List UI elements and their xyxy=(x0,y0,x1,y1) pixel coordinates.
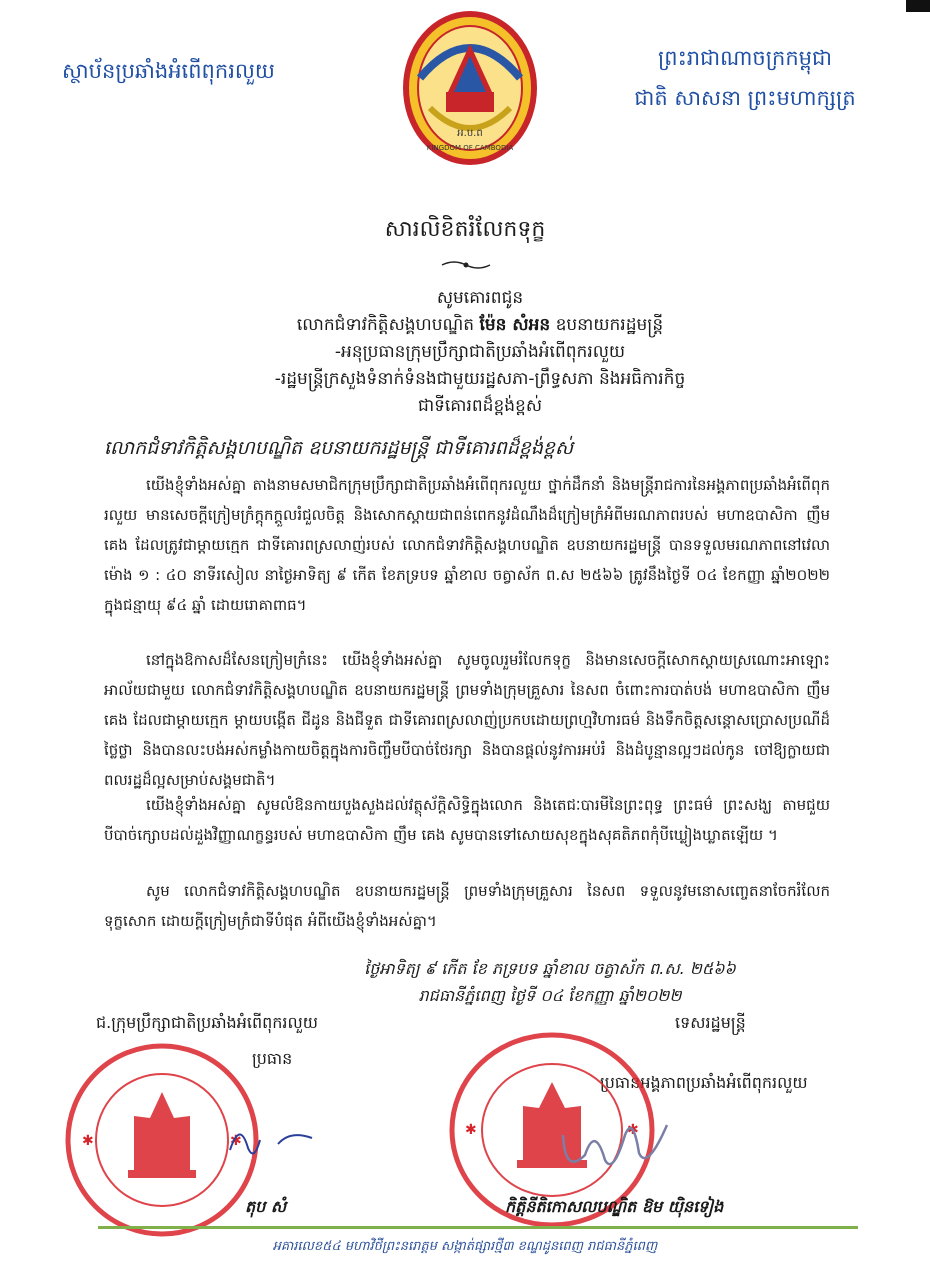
right-signatory-title: ទេសរដ្ឋមន្ត្រី xyxy=(675,1013,746,1032)
left-signatory-org: ជ.ក្រុមប្រឹក្សាជាតិប្រឆាំងអំពើពុករលួយ xyxy=(96,1013,318,1032)
svg-text:✱: ✱ xyxy=(230,1133,242,1149)
svg-text:✱: ✱ xyxy=(627,1122,639,1138)
left-handwritten-signature xyxy=(220,1110,320,1170)
addressee-name: ម៉ែន សំអន xyxy=(479,315,551,335)
addressee-line-4: -រដ្ឋមន្ត្រីក្រសួងទំនាក់ទំនងជាមួយរដ្ឋសភា-ព្រឹទ្ធសភា និងអធិការកិច្ច xyxy=(274,369,686,389)
addressee-block xyxy=(100,285,860,420)
addressee-line-1: សូមគោរពជូន xyxy=(436,288,524,308)
body-paragraph-1 xyxy=(104,470,830,620)
body-paragraph-3 xyxy=(104,790,830,850)
right-handwritten-signature xyxy=(555,1105,675,1180)
paragraph-2-text: នៅក្នុងឱកាសដ៏សែនក្រៀមក្រំនេះ យើងខ្ញុំទាំងអស់គ្នា សូមចូលរួមរំលែកទុក្ខ និងមានសេចក្តីសោកស្តាយស្រណោះអាឡោះអាល័យជាមួយ លោកជំទាវកិត្តិសង្គហបណ្ឌិត ឧបនាយករដ្ឋមន្ត្រី ព្រមទាំងក្រុមគ្រួសារ នៃសព ចំពោះការបាត់បង់ មហាឧបាសិកា ញឹម គេង ដែលជាម្តាយក្មេក ម្តាយបង្កើត ជីដូន និងជីទួត ជាទីគោរពស្រលាញ់ប្រកបដោយព្រហ្មវិហារធម៌ និងទឹកចិត្តសន្តោសប្រោសប្រណីដ៏ថ្លៃថ្លា និងបានលះបង់អស់កម្លាំងកាយចិត្តក្នុងការចិញ្ចឹមបីបាច់ថែរក្សា និងបានផ្តល់នូវការអប់រំ និងដំបូន្មានល្អៗដល់កូន ចៅឱ្យក្លាយជាពលរដ្ឋដ៏ល្អសម្រាប់សង្គមជាតិ។ xyxy=(104,651,830,789)
right-signatory-position: ប្រធានអង្គភាពប្រឆាំងអំពើពុករលួយ xyxy=(600,1073,808,1092)
left-signatory-position: ប្រធាន xyxy=(252,1049,293,1068)
addressee-line-2 xyxy=(100,312,860,339)
footer-address: អគារលេខ៥៤ មហាវិថីព្រះនរោត្តម សង្កាត់ផ្សារថ្មី៣ ខណ្ឌដូនពេញ រាជធានីភ្នំពេញ xyxy=(272,1239,658,1254)
kingdom-motto xyxy=(600,38,890,118)
body-paragraph-2 xyxy=(104,645,830,795)
svg-text:✱: ✱ xyxy=(465,1122,477,1138)
logo-caption: KINGDOM OF CAMBODIA xyxy=(426,144,514,152)
addressee-title: លោកជំទាវកិត្តិសង្គហបណ្ឌិត xyxy=(296,315,475,335)
acu-emblem-logo xyxy=(400,8,540,168)
logo-abbrev: អ.ប.ព xyxy=(457,128,483,139)
paragraph-1-text: យើងខ្ញុំទាំងអស់គ្នា តាងនាមសមាជិកក្រុមប្រឹក្សាជាតិប្រឆាំងអំពើពុករលួយ ថ្នាក់ដឹកនាំ និងមន្ត្រីរាជការនៃអង្គភាពប្រឆាំងអំពើពុករលួយ មានសេចក្តីក្រៀមក្រំក្តុកក្តួលរំជួលចិត្ត និងសោកស្តាយជាពន់ពេកនូវដំណឹងដ៏ក្រៀមក្រំអំពីមរណភាពរបស់ មហាឧបាសិកា ញឹម គេង ដែលត្រូវជាម្តាយក្មេក ជាទីគោរពស្រលាញ់របស់ លោកជំទាវកិត្តិសង្គហបណ្ឌិត ឧបនាយករដ្ឋមន្ត្រី បានទទួលមរណភាពនៅវេលាម៉ោង ១ : ៤០ នាទីរសៀល នាថ្ងៃអាទិត្យ ៩ កើត ខែភទ្របទ ឆ្នាំខាល ចត្វាស័ក ព.ស ២៥៦៦ ត្រូវនឹងថ្ងៃទី ០៤ ខែកញ្ញា ឆ្នាំ២០២២ ក្នុងជន្មាយុ ៩៤ ឆ្នាំ ដោយរោគាពាធ។ xyxy=(104,476,830,614)
body-paragraph-4 xyxy=(104,876,830,936)
right-signatory-name: កិត្តិនីតិកោសលបណ្ឌិត ឱម យ៉ិនទៀង xyxy=(505,1197,724,1216)
scan-corner-mark xyxy=(906,0,930,12)
footer-divider xyxy=(98,1226,858,1229)
institution-name: ស្ថាប័នប្រឆាំងអំពើពុករលួយ xyxy=(62,59,275,83)
left-signatory-name: តុប សំ xyxy=(245,1197,287,1216)
addressee-line-3: -អនុប្រធានក្រុមប្រឹក្សាជាតិប្រឆាំងអំពើពុករលួយ xyxy=(334,342,626,362)
ornament-divider-icon xyxy=(440,258,492,272)
date-solar: រាជធានីភ្នំពេញ ថ្ងៃទី ០៤ ខែកញ្ញា ឆ្នាំ២០២២ xyxy=(418,986,682,1005)
addressee-line-5: ជាទីគោរពដ៏ខ្ពង់ខ្ពស់ xyxy=(417,396,543,416)
date-block xyxy=(250,955,850,1009)
addressee-position: ឧបនាយករដ្ឋមន្ត្រី xyxy=(555,315,664,335)
svg-text:✱: ✱ xyxy=(82,1133,94,1149)
salutation: លោកជំទាវកិត្តិសង្គហបណ្ឌិត ឧបនាយករដ្ឋមន្ត្រី ជាទីគោរពដ៏ខ្ពង់ខ្ពស់ xyxy=(104,437,574,459)
paragraph-3-text: យើងខ្ញុំទាំងអស់គ្នា សូមលំឱនកាយបួងសួងដល់វត្ថុស័ក្តិសិទ្ធិក្នុងលោក និងតេជៈបារមីនៃព្រះពុទ្ធ ព្រះធម៌ ព្រះសង្ឃ តាមជួយបីបាច់ក្សោបដល់ដួងវិញ្ញាណក្ខន្ធរបស់ មហាឧបាសិកា ញឹម គេង សូមបានទៅសោយសុខក្នុងសុគតិភពកុំបីឃ្លៀងឃ្លាតឡើយ ។ xyxy=(104,796,830,844)
date-lunar: ថ្ងៃអាទិត្យ ៩ កើត ខែ ភទ្របទ ឆ្នាំខាល ចត្វាស័ក ព.ស. ២៥៦៦ xyxy=(364,959,736,978)
document-title: សារលិខិតរំលែកទុក្ខ xyxy=(384,217,546,242)
kingdom-line-2: ជាតិ សាសនា ព្រះមហាក្សត្រ xyxy=(634,86,856,110)
paragraph-4-text: សូម លោកជំទាវកិត្តិសង្គហបណ្ឌិត ឧបនាយករដ្ឋមន្ត្រី ព្រមទាំងក្រុមគ្រួសារ នៃសព ទទួលនូវមនោសញ្ចេតនាចែករំលែកទុក្ខសោក ដោយក្តីក្រៀមក្រំជាទីបំផុត អំពីយើងខ្ញុំទាំងអស់គ្នា។ xyxy=(104,882,830,930)
kingdom-line-1: ព្រះរាជាណាចក្រកម្ពុជា xyxy=(657,46,832,70)
